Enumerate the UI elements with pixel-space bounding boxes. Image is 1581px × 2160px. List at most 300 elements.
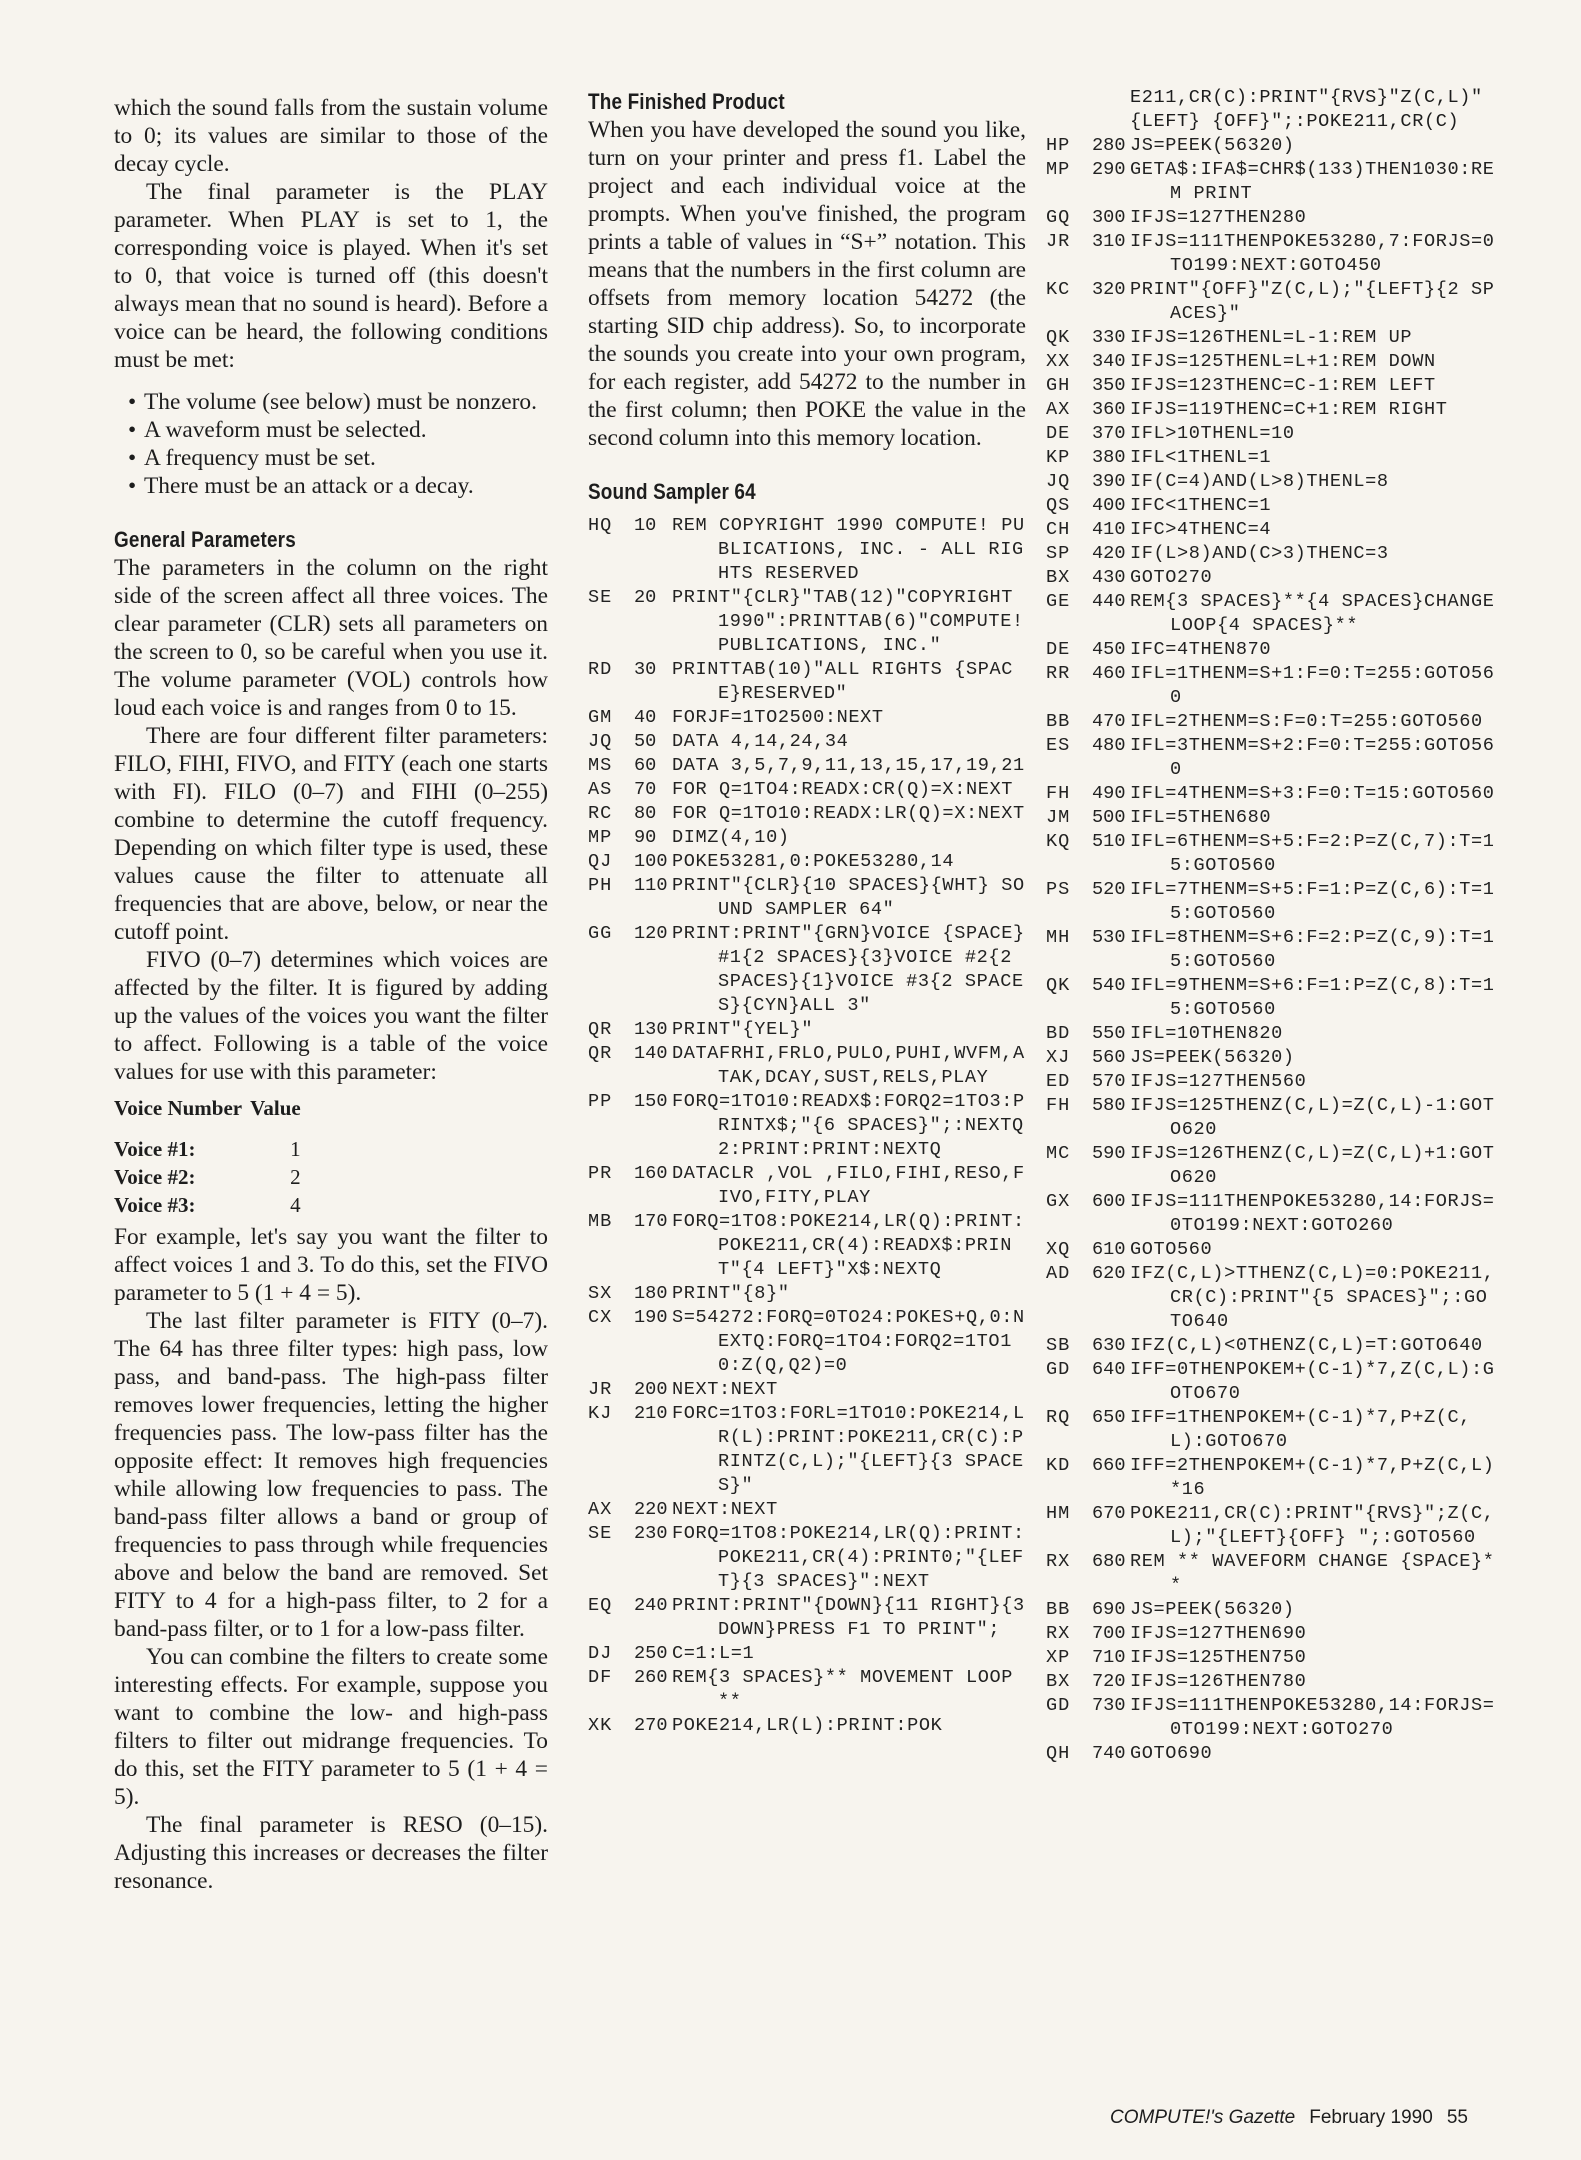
listing-line: [1046, 494, 1496, 518]
checksum: MP: [588, 827, 613, 848]
code-text: FOR Q=1TO10:READX:LR(Q)=X:NEXT: [672, 803, 1025, 824]
code-text: REM{3 SPACES}**{4 SPACES}CHANGE LOOP{4 SPACES}**: [1130, 591, 1507, 636]
listing-line: [588, 586, 1036, 658]
code-text: GOTO690: [1130, 1743, 1213, 1764]
listing-line: [588, 1666, 1026, 1714]
listing-line: [1046, 830, 1496, 878]
listing-line: [1046, 878, 1496, 926]
code-text: PRINT:PRINT"{DOWN}{11 RIGHT}{3 DOWN}PRESS F1 TO PRINT";: [672, 1595, 1037, 1640]
paragraph: The final parameter is the PLAY parameter. When PLAY is set to 1, the corresponding voice is played. When it's set to 0, that voice is turned off (this doesn't always mean that no sound is heard). Before a voice can be heard, the following conditions must be met:: [114, 179, 548, 373]
line-number: 360: [1092, 399, 1126, 420]
listing-title: Sound Sampler 64: [588, 479, 756, 504]
checksum: BB: [1046, 1599, 1071, 1620]
checksum: SE: [588, 587, 613, 608]
listing-line: [588, 514, 1026, 586]
listing-line: [1046, 158, 1496, 206]
line-number: 100: [634, 851, 668, 872]
line-number: 290: [1092, 159, 1126, 180]
article-column-3: [1046, 86, 1507, 1766]
checksum: MS: [588, 755, 613, 776]
line-number: 320: [1092, 279, 1126, 300]
line-number: 280: [1092, 135, 1126, 156]
listing-line: [1046, 782, 1496, 806]
listing-line: [1046, 1598, 1496, 1622]
article-column-1: [114, 94, 548, 1895]
code-text: PRINT"{CLR}"TAB(12)"COPYRIGHT 1990":PRINTTAB(6)"COMPUTE! PUBLICATIONS, INC.": [672, 587, 1036, 656]
listing-line: [588, 706, 1026, 730]
table-row: [114, 1163, 301, 1191]
listing-line: [1046, 350, 1496, 374]
code-text: C=1:L=1: [672, 1643, 755, 1664]
listing-line: [588, 658, 1026, 706]
paragraph: The parameters in the column on the right side of the screen affect all three voices. The clear parameter (CLR) sets all parameters on the screen to 0, so be careful when you use it. The volume parameter (VOL) controls how loud each voice is and ranges from 0 to 15.: [114, 555, 548, 721]
line-number: 350: [1092, 375, 1126, 396]
listing-line: [588, 1402, 1026, 1498]
code-text: IFF=0THENPOKEM+(C-1)*7,Z(C,L):GOTO670: [1130, 1359, 1495, 1404]
line-number: 470: [1092, 711, 1126, 732]
line-number: 150: [634, 1091, 668, 1112]
listing-line: [588, 1642, 1026, 1666]
code-text: DATA 4,14,24,34: [672, 731, 849, 752]
checksum: QK: [1046, 327, 1071, 348]
code-text: IFL=7THENM=S+5:F=1:P=Z(C,6):T=15:GOTO560: [1130, 879, 1495, 924]
code-text: E211,CR(C):PRINT"{RVS}"Z(C,L)"{LEFT} {OFF}";:POKE211,CR(C): [1130, 87, 1483, 132]
code-text: FOR Q=1TO4:READX:CR(Q)=X:NEXT: [672, 779, 1013, 800]
checksum: SB: [1046, 1335, 1071, 1356]
listing-line: [1046, 1694, 1496, 1742]
code-text: FORJF=1TO2500:NEXT: [672, 707, 884, 728]
checksum: PS: [1046, 879, 1071, 900]
line-number: 50: [634, 731, 657, 752]
line-number: 660: [1092, 1455, 1126, 1476]
conditions-list: [114, 388, 548, 500]
code-text: IFJS=125THENZ(C,L)=Z(C,L)-1:GOTO620: [1130, 1095, 1495, 1140]
code-text: IFL=3THENM=S+2:F=0:T=255:GOTO560: [1130, 735, 1495, 780]
checksum: GX: [1046, 1191, 1071, 1212]
program-listing: [1046, 134, 1507, 1766]
line-number: 370: [1092, 423, 1126, 444]
article-column-2: [588, 88, 1037, 1738]
code-text: IFJS=125THENL=L+1:REM DOWN: [1130, 351, 1436, 372]
paragraph: which the sound falls from the sustain volume to 0; its values are similar to those of the decay cycle.: [114, 95, 548, 177]
checksum: RQ: [1046, 1407, 1071, 1428]
code-text: IFZ(C,L)<0THENZ(C,L)=T:GOTO640: [1130, 1335, 1483, 1356]
code-text: IFL>10THENL=10: [1130, 423, 1295, 444]
checksum: GM: [588, 707, 613, 728]
line-number: 30: [634, 659, 657, 680]
line-number: 680: [1092, 1551, 1126, 1572]
code-text: IFJS=127THEN280: [1130, 207, 1307, 228]
line-number: 570: [1092, 1071, 1126, 1092]
code-text: DATA 3,5,7,9,11,13,15,17,19,21: [672, 755, 1025, 776]
checksum: MB: [588, 1211, 613, 1232]
code-text: IFJS=127THEN690: [1130, 1623, 1307, 1644]
listing-line: [1046, 422, 1496, 446]
checksum: JM: [1046, 807, 1071, 828]
section-heading-general-parameters: General Parameters: [114, 527, 296, 552]
code-text: REM ** WAVEFORM CHANGE {SPACE}**: [1130, 1551, 1495, 1596]
listing-line: [1046, 566, 1496, 590]
code-text: IFL=2THENM=S:F=0:T=255:GOTO560: [1130, 711, 1483, 732]
paragraph: FIVO (0–7) determines which voices are affected by the filter. It is figured by adding up the values of the voices you want the filter to affect. Following is a table of the voice values for use with this parameter:: [114, 947, 548, 1085]
line-number: 250: [634, 1643, 668, 1664]
checksum: GG: [588, 923, 613, 944]
checksum: GQ: [1046, 207, 1071, 228]
checksum: GD: [1046, 1359, 1071, 1380]
checksum: RR: [1046, 663, 1071, 684]
listing-line: [1046, 1622, 1496, 1646]
listing-line: [1046, 1406, 1496, 1454]
checksum: KC: [1046, 279, 1071, 300]
checksum: PP: [588, 1091, 613, 1112]
checksum: XX: [1046, 351, 1071, 372]
line-number: 400: [1092, 495, 1126, 516]
checksum: FH: [1046, 1095, 1071, 1116]
line-number: 20: [634, 587, 657, 608]
code-text: IFL=5THEN680: [1130, 807, 1272, 828]
code-text: PRINT"{OFF}"Z(C,L);"{LEFT}{2 SPACES}": [1130, 279, 1495, 324]
code-text: PRINT"{8}": [672, 1283, 790, 1304]
listing-line: [588, 754, 1026, 778]
line-number: 590: [1092, 1143, 1126, 1164]
line-number: 700: [1092, 1623, 1126, 1644]
checksum: HQ: [588, 515, 613, 536]
table-cell-voice: Voice #3:: [114, 1193, 196, 1217]
code-text: IFL=4THENM=S+3:F=0:T=15:GOTO560: [1130, 783, 1495, 804]
code-text: JS=PEEK(56320): [1130, 1047, 1295, 1068]
checksum: QR: [588, 1019, 613, 1040]
code-text: DATAFRHI,FRLO,PULO,PUHI,WVFM,ATAK,DCAY,SUST,RELS,PLAY: [672, 1043, 1025, 1088]
table-cell-value: 4: [290, 1193, 301, 1217]
listing-line: [1046, 1262, 1496, 1334]
program-listing: [588, 514, 1037, 1738]
paragraph: You can combine the filters to create some interesting effects. For example, suppose you want to combine the low- and high-pass filters to filter out midrange frequencies. To do this, set the FITY parameter to 5 (1 + 4 = 5).: [114, 1644, 548, 1810]
code-text: IFJS=125THEN750: [1130, 1647, 1307, 1668]
listing-line: [1046, 278, 1496, 326]
line-number: 330: [1092, 327, 1126, 348]
listing-line: [1046, 1142, 1496, 1190]
checksum: KQ: [1046, 831, 1071, 852]
line-number: 730: [1092, 1695, 1126, 1716]
table-cell-value: 1: [290, 1137, 301, 1161]
line-number: 600: [1092, 1191, 1126, 1212]
listing-line: [1046, 1742, 1496, 1766]
line-number: 200: [634, 1379, 668, 1400]
line-number: 500: [1092, 807, 1126, 828]
checksum: PH: [588, 875, 613, 896]
listing-line: [588, 874, 1026, 922]
code-text: REM{3 SPACES}** MOVEMENT LOOP **: [672, 1667, 1025, 1712]
listing-line: [1046, 734, 1496, 782]
checksum: RX: [1046, 1551, 1071, 1572]
code-text: IFL<1THENL=1: [1130, 447, 1272, 468]
code-text: IFJS=127THEN560: [1130, 1071, 1307, 1092]
line-number: 550: [1092, 1023, 1126, 1044]
listing-line: [1046, 662, 1496, 710]
checksum: RD: [588, 659, 613, 680]
line-number: 540: [1092, 975, 1126, 996]
code-text: PRINTTAB(10)"ALL RIGHTS {SPACE}RESERVED": [672, 659, 1013, 704]
listing-line: [588, 802, 1026, 826]
line-number: 460: [1092, 663, 1126, 684]
listing-line: [1046, 806, 1496, 830]
line-number: 510: [1092, 831, 1126, 852]
checksum: QR: [588, 1043, 613, 1064]
code-text: IFJS=123THENC=C-1:REM LEFT: [1130, 375, 1436, 396]
issue-date: February 1990: [1309, 2107, 1433, 2128]
code-text: PRINT"{YEL}": [672, 1019, 814, 1040]
line-number: 170: [634, 1211, 668, 1232]
line-number: 620: [1092, 1263, 1126, 1284]
line-number: 530: [1092, 927, 1126, 948]
code-text: IFJS=111THENPOKE53280,7:FORJS=0TO199:NEXT:GOTO450: [1130, 231, 1495, 276]
checksum: MH: [1046, 927, 1071, 948]
listing-line: [1046, 1022, 1496, 1046]
listing-line: [588, 1018, 1026, 1042]
line-number: 60: [634, 755, 657, 776]
line-number: 690: [1092, 1599, 1126, 1620]
checksum: QS: [1046, 495, 1071, 516]
checksum: SE: [588, 1523, 613, 1544]
listing-line: [588, 1522, 1026, 1594]
page-number: 55: [1446, 2107, 1468, 2128]
checksum: JQ: [1046, 471, 1071, 492]
checksum: JR: [1046, 231, 1071, 252]
code-text: JS=PEEK(56320): [1130, 1599, 1295, 1620]
code-text: POKE53281,0:POKE53280,14: [672, 851, 955, 872]
code-text: FORQ=1TO8:POKE214,LR(Q):PRINT:POKE211,CR(4):PRINT0;"{LEFT}{3 SPACES}":NEXT: [672, 1523, 1025, 1592]
listing-line: [1046, 1070, 1496, 1094]
code-text: IFL=8THENM=S+6:F=2:P=Z(C,9):T=15:GOTO560: [1130, 927, 1495, 972]
table-cell-voice: Voice #1:: [114, 1137, 196, 1161]
listing-line: [1046, 974, 1496, 1022]
code-text: JS=PEEK(56320): [1130, 135, 1295, 156]
voice-value-table: [114, 1096, 301, 1219]
code-text: IFJS=126THEN780: [1130, 1671, 1307, 1692]
page-footer: [1110, 2107, 1468, 2129]
code-text: FORQ=1TO8:POKE214,LR(Q):PRINT:POKE211,CR(4):READX$:PRINT"{4 LEFT}"X$:NEXTQ: [672, 1211, 1025, 1280]
listing-line: [1046, 1670, 1496, 1694]
line-number: 130: [634, 1019, 668, 1040]
line-number: 610: [1092, 1239, 1126, 1260]
listing-line: [588, 778, 1026, 802]
checksum: GE: [1046, 591, 1071, 612]
code-text: IF(L>8)AND(C>3)THENC=3: [1130, 543, 1389, 564]
checksum: HM: [1046, 1503, 1071, 1524]
code-text: POKE214,LR(L):PRINT:POK: [672, 1715, 943, 1736]
listing-line: [1046, 206, 1496, 230]
line-number: 160: [634, 1163, 668, 1184]
code-text: DATACLR ,VOL ,FILO,FIHI,RESO,FIVO,FITY,PLAY: [672, 1163, 1025, 1208]
line-number: 120: [634, 923, 668, 944]
code-text: IFJS=111THENPOKE53280,14:FORJS=0TO199:NEXT:GOTO270: [1130, 1695, 1495, 1740]
line-number: 670: [1092, 1503, 1126, 1524]
code-text: IFF=1THENPOKEM+(C-1)*7,P+Z(C,L):GOTO670: [1130, 1407, 1471, 1452]
line-number: 380: [1092, 447, 1126, 468]
code-text: IFZ(C,L)>TTHENZ(C,L)=0:POKE211,CR(C):PRINT"{5 SPACES}";:GOTO640: [1130, 1263, 1495, 1332]
listing-line: [1046, 1358, 1496, 1406]
table-row: [114, 1135, 301, 1163]
checksum: QK: [1046, 975, 1071, 996]
listing-line: [1046, 638, 1496, 662]
listing-line: [588, 1594, 1037, 1642]
line-number: 480: [1092, 735, 1126, 756]
code-text: DIMZ(4,10): [672, 827, 790, 848]
checksum: GH: [1046, 375, 1071, 396]
paragraph: The final parameter is RESO (0–15). Adjusting this increases or decreases the filter resonance.: [114, 1812, 548, 1894]
line-number: 430: [1092, 567, 1126, 588]
code-text: IFJS=126THENZ(C,L)=Z(C,L)+1:GOTO620: [1130, 1143, 1495, 1188]
checksum: JR: [588, 1379, 613, 1400]
code-text: IFJS=111THENPOKE53280,14:FORJS=0TO199:NEXT:GOTO260: [1130, 1191, 1495, 1236]
code-text: POKE211,CR(C):PRINT"{RVS}";Z(C,L);"{LEFT}{OFF} ";:GOTO560: [1130, 1503, 1495, 1548]
checksum: KD: [1046, 1455, 1071, 1476]
listing-line: [588, 1090, 1026, 1162]
code-text: IFJS=126THENL=L-1:REM UP: [1130, 327, 1413, 348]
table-row: [114, 1191, 301, 1219]
checksum: QJ: [588, 851, 613, 872]
line-number: 440: [1092, 591, 1126, 612]
checksum: DE: [1046, 639, 1071, 660]
listing-line: [1046, 710, 1496, 734]
code-text: NEXT:NEXT: [672, 1379, 778, 1400]
list-item: • The volume (see below) must be nonzero.: [114, 388, 548, 416]
code-text: IFJS=119THENC=C+1:REM RIGHT: [1130, 399, 1448, 420]
line-number: 520: [1092, 879, 1126, 900]
line-number: 70: [634, 779, 657, 800]
listing-line: [1046, 374, 1496, 398]
line-number: 650: [1092, 1407, 1126, 1428]
line-number: 90: [634, 827, 657, 848]
code-text: S=54272:FORQ=0TO24:POKES+Q,0:NEXTQ:FORQ=1TO4:FORQ2=1TO10:Z(Q,Q2)=0: [672, 1307, 1025, 1376]
checksum: SX: [588, 1283, 613, 1304]
listing-line: [588, 1306, 1026, 1378]
listing-line: [1046, 542, 1496, 566]
section-heading-finished-product: The Finished Product: [588, 89, 785, 114]
checksum: DE: [1046, 423, 1071, 444]
listing-line: [1046, 926, 1496, 974]
listing-line: [588, 826, 1026, 850]
checksum: HP: [1046, 135, 1071, 156]
paragraph: When you have developed the sound you like, turn on your printer and press f1. Label the project and each individual voice at the prompts. When you've finished, the program prints a table of values in “S+” notation. This means that the numbers in the first column are offsets from memory location 54272 (the starting SID chip address). So, to incorporate the sounds you create into your own program, for each register, add 54272 to the number in the first column; then POKE the value in the second column into this memory location.: [588, 117, 1026, 451]
listing-line: [588, 1714, 1026, 1738]
code-text: IFC<1THENC=1: [1130, 495, 1272, 516]
checksum: CX: [588, 1307, 613, 1328]
listing-line: [1046, 1454, 1496, 1502]
checksum: ES: [1046, 735, 1071, 756]
table-header-value: Value: [250, 1096, 301, 1120]
listing-line: [588, 1378, 1026, 1402]
code-text: GOTO560: [1130, 1239, 1213, 1260]
listing-continuation: [1046, 86, 1496, 134]
code-text: GETA$:IFA$=CHR$(133)THEN1030:REM PRINT: [1130, 159, 1495, 204]
line-number: 190: [634, 1307, 668, 1328]
line-number: 80: [634, 803, 657, 824]
line-number: 490: [1092, 783, 1126, 804]
line-number: 260: [634, 1667, 668, 1688]
checksum: QH: [1046, 1743, 1071, 1764]
paragraph: The last filter parameter is FITY (0–7). The 64 has three filter types: high pass, low pass, and band-pass. The high-pass filter removes lower frequencies, letting the higher frequencies pass. The low-pass filter has the opposite effect: It removes high frequencies while allowing low frequencies to pass. The band-pass filter allows a band or group of frequencies to pass through while frequencies above and below the band are removed. Set FITY to 4 for a high-pass filter, to 2 for a band-pass filter, or to 1 for a low-pass filter.: [114, 1308, 548, 1642]
listing-line: [1046, 446, 1496, 470]
checksum: BB: [1046, 711, 1071, 732]
listing-line: [1046, 1238, 1496, 1262]
code-text: IFL=1THENM=S+1:F=0:T=255:GOTO560: [1130, 663, 1495, 708]
listing-line: [588, 1498, 1026, 1522]
line-number: 220: [634, 1499, 668, 1520]
checksum: EQ: [588, 1595, 613, 1616]
listing-line: [1046, 518, 1496, 542]
table-header-voice: Voice Number: [114, 1096, 243, 1120]
checksum: MP: [1046, 159, 1071, 180]
listing-line: [1046, 134, 1496, 158]
code-text: IFL=10THEN820: [1130, 1023, 1283, 1044]
checksum: KP: [1046, 447, 1071, 468]
checksum: XJ: [1046, 1047, 1071, 1068]
checksum: RC: [588, 803, 613, 824]
listing-line: [1046, 230, 1496, 278]
listing-line: [1046, 1646, 1496, 1670]
listing-line: [1046, 470, 1496, 494]
checksum: AX: [1046, 399, 1071, 420]
line-number: 420: [1092, 543, 1126, 564]
checksum: BX: [1046, 1671, 1071, 1692]
listing-line: [588, 922, 1026, 1018]
checksum: DF: [588, 1667, 613, 1688]
line-number: 740: [1092, 1743, 1126, 1764]
code-text: FORC=1TO3:FORL=1TO10:POKE214,LR(L):PRINT:POKE211,CR(C):PRINTZ(C,L);"{LEFT}{3 SPACES}": [672, 1403, 1025, 1496]
checksum: GD: [1046, 1695, 1071, 1716]
line-number: 300: [1092, 207, 1126, 228]
listing-line: [1046, 1190, 1496, 1238]
line-number: 310: [1092, 231, 1126, 252]
checksum: DJ: [588, 1643, 613, 1664]
code-text: GOTO270: [1130, 567, 1213, 588]
checksum: BD: [1046, 1023, 1071, 1044]
listing-line: [588, 1162, 1026, 1210]
checksum: FH: [1046, 783, 1071, 804]
listing-line: [1046, 1334, 1496, 1358]
listing-line: [1046, 1550, 1496, 1598]
checksum: KJ: [588, 1403, 613, 1424]
code-text: PRINT"{CLR}{10 SPACES}{WHT} SOUND SAMPLER 64": [672, 875, 1025, 920]
checksum: RX: [1046, 1623, 1071, 1644]
code-text: IFL=6THENM=S+5:F=2:P=Z(C,7):T=15:GOTO560: [1130, 831, 1495, 876]
checksum: XQ: [1046, 1239, 1071, 1260]
checksum: AD: [1046, 1263, 1071, 1284]
line-number: 270: [634, 1715, 668, 1736]
listing-line: [1046, 590, 1507, 638]
line-number: 180: [634, 1283, 668, 1304]
list-item: • There must be an attack or a decay.: [114, 472, 548, 500]
listing-line: [588, 730, 1026, 754]
line-number: 40: [634, 707, 657, 728]
checksum: BX: [1046, 567, 1071, 588]
checksum: MC: [1046, 1143, 1071, 1164]
line-number: 140: [634, 1043, 668, 1064]
table-cell-value: 2: [290, 1165, 301, 1189]
line-number: 390: [1092, 471, 1126, 492]
listing-line: [1046, 1046, 1496, 1070]
line-number: 630: [1092, 1335, 1126, 1356]
checksum: XP: [1046, 1647, 1071, 1668]
line-number: 450: [1092, 639, 1126, 660]
paragraph: For example, let's say you want the filter to affect voices 1 and 3. To do this, set the FIVO parameter to 5 (1 + 4 = 5).: [114, 1224, 548, 1306]
listing-line: [1046, 1094, 1496, 1142]
code-text: REM COPYRIGHT 1990 COMPUTE! PUBLICATIONS, INC. - ALL RIGHTS RESERVED: [672, 515, 1025, 584]
line-number: 710: [1092, 1647, 1126, 1668]
line-number: 720: [1092, 1671, 1126, 1692]
code-text: IF(C=4)AND(L>8)THENL=8: [1130, 471, 1389, 492]
